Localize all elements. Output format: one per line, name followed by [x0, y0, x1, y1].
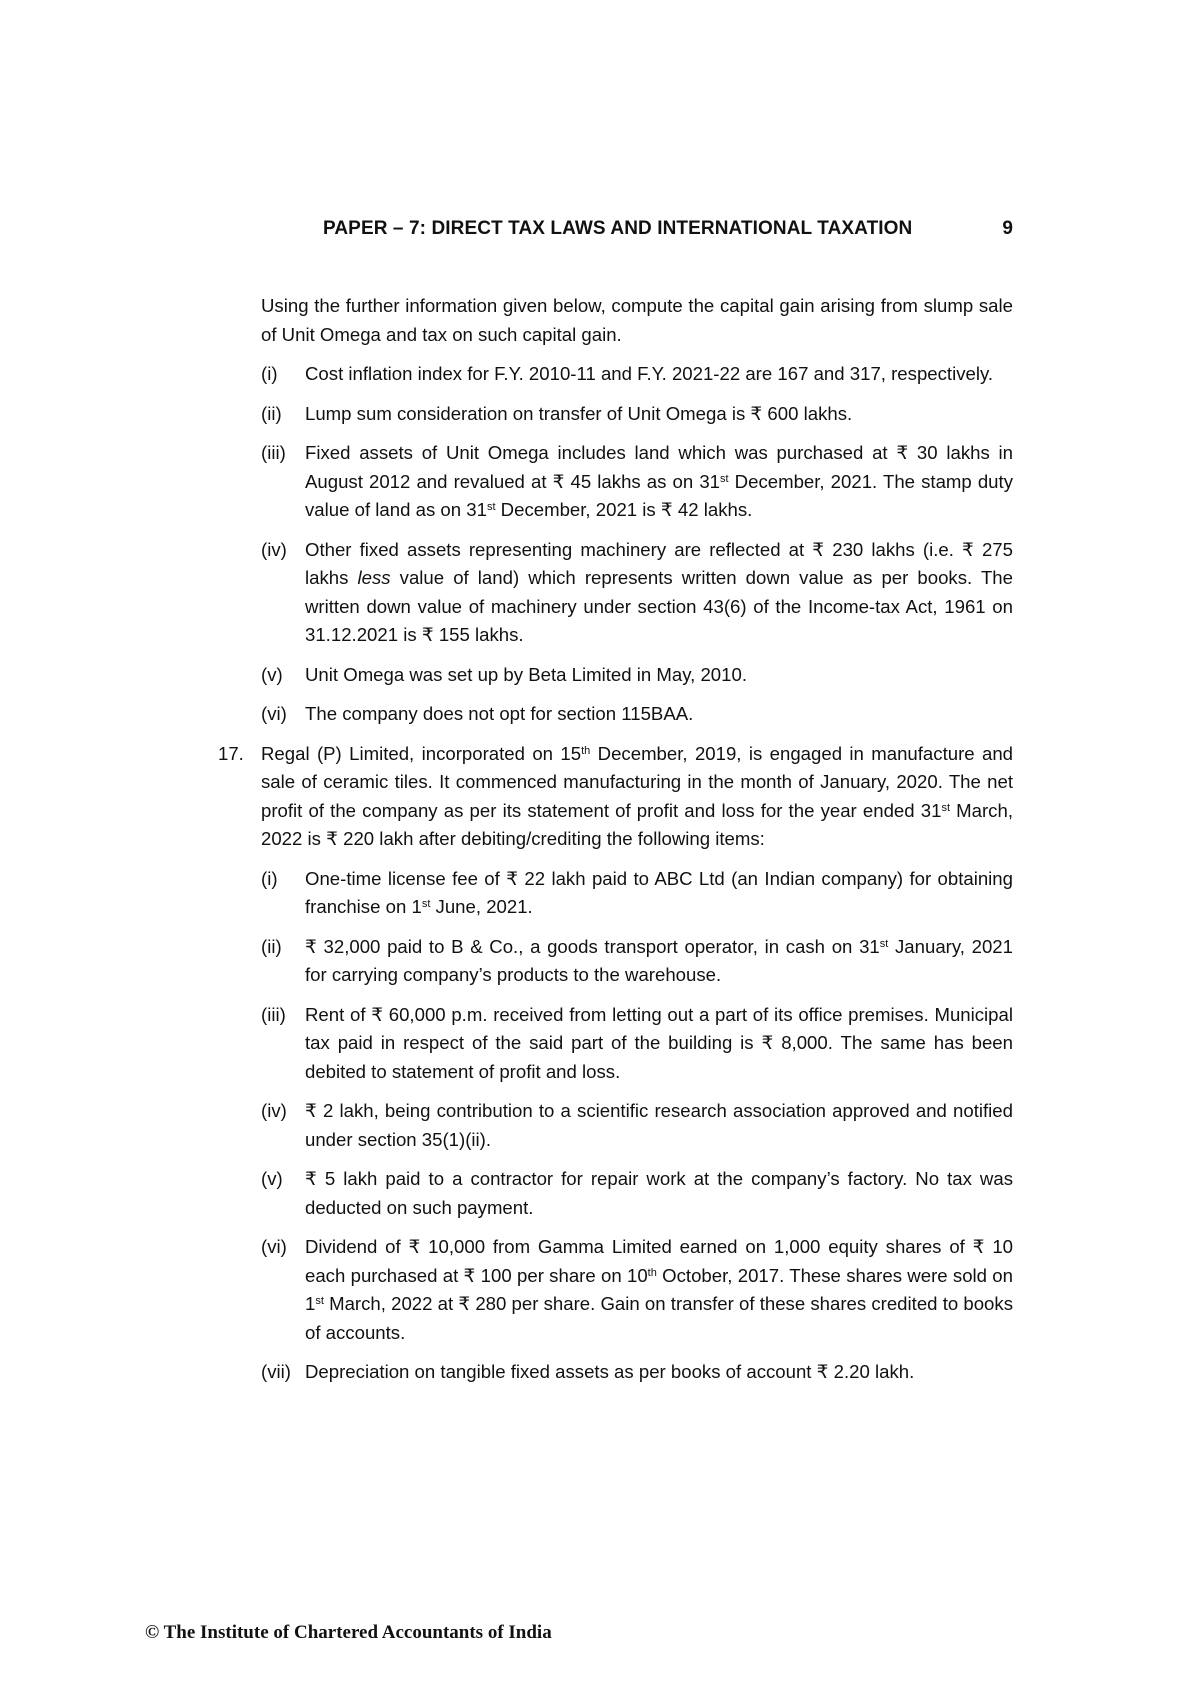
- list-item: [261, 360, 1013, 389]
- page-content: [218, 292, 1013, 1398]
- question-text: Regal (P) Limited, incorporated on 15th December, 2019, is engaged in manufacture and sale of ceramic tiles. It commenced manufacturing in the month of January, 2020. The net profit of the company as per its statement of profit and loss for the year ended 31st March, 2022 is ₹ 220 lakh after debiting/crediting the following items:: [261, 742, 1014, 849]
- item-text: ₹ 5 lakh paid to a contractor for repair work at the company’s factory. No tax was deducted on such payment.: [305, 1168, 1013, 1218]
- item-label: (vi): [261, 703, 287, 724]
- item-label: (v): [261, 663, 283, 685]
- item-text: ₹ 32,000 paid to B & Co., a goods transport operator, in cash on 31st January, 2021 for carrying company’s products to the warehouse.: [305, 935, 1013, 985]
- list-item: [261, 439, 1013, 525]
- item-label: (ii): [261, 402, 282, 424]
- list-item: [261, 933, 1013, 990]
- list-item: [261, 536, 1013, 650]
- item-text: The company does not opt for section 115BAA.: [305, 703, 694, 724]
- item-label: (ii): [261, 935, 282, 957]
- item-text: Lump sum consideration on transfer of Unit Omega is ₹ 600 lakhs.: [305, 402, 853, 424]
- item-text: Dividend of ₹ 10,000 from Gamma Limited earned on 1,000 equity shares of ₹ 10 each purchased at ₹ 100 per share on 10th October, 2017. These shares were sold on 1st March, 2022 at ₹ 280 per share. Gain on transfer of these shares credited to books of accounts.: [305, 1236, 1013, 1343]
- item-label: (iii): [261, 442, 286, 463]
- item-label: (i): [261, 363, 278, 384]
- item-label: (iv): [261, 1100, 287, 1121]
- item-text: Unit Omega was set up by Beta Limited in May, 2010.: [305, 663, 747, 685]
- item-text: Cost inflation index for F.Y. 2010-11 and F.Y. 2021-22 are 167 and 317, respectively.: [305, 363, 994, 384]
- item-text: Other fixed assets representing machinery are reflected at ₹ 230 lakhs (i.e. ₹ 275 lakhs less value of land) which represents written down value as per books. The written down value of machinery under section 43(6) of the Income-tax Act, 1961 on 31.12.2021 is ₹ 155 lakhs.: [305, 538, 1013, 645]
- question-17: [218, 740, 1013, 854]
- item-label: (vii): [261, 1361, 291, 1382]
- list-item: [261, 1097, 1013, 1154]
- item-text: Depreciation on tangible fixed assets as per books of account ₹ 2.20 lakh.: [305, 1361, 915, 1382]
- item-label: (i): [261, 867, 278, 889]
- item-text: ₹ 2 lakh, being contribution to a scientific research association approved and notified under section 35(1)(ii).: [305, 1100, 1013, 1150]
- intro-paragraph: Using the further information given below, compute the capital gain arising from slump sale of Unit Omega and tax on such capital gain.: [261, 295, 1013, 345]
- item-label: (vi): [261, 1236, 287, 1257]
- list-item: [261, 1001, 1013, 1087]
- page-header: [323, 218, 1013, 246]
- item-text: Fixed assets of Unit Omega includes land which was purchased at ₹ 30 lakhs in August 2012 and revalued at ₹ 45 lakhs as on 31st December, 2021. The stamp duty value of land as on 31st December, 2021 is ₹ 42 lakhs.: [305, 442, 1013, 520]
- list-item: [261, 1233, 1013, 1347]
- list-item: [261, 400, 1013, 429]
- item-label: (iv): [261, 538, 287, 560]
- list-item: [261, 1165, 1013, 1222]
- list-item: [261, 865, 1013, 922]
- list-item: [261, 661, 1013, 690]
- item-label: (iii): [261, 1003, 286, 1025]
- paper-title: PAPER – 7: DIRECT TAX LAWS AND INTERNATIONAL TAXATION: [323, 218, 913, 239]
- page-number: 9: [1002, 218, 1013, 239]
- list-item: [261, 700, 1013, 729]
- item-label: (v): [261, 1168, 283, 1189]
- question-number: 17.: [218, 742, 244, 764]
- item-text: Rent of ₹ 60,000 p.m. received from letting out a part of its office premises. Municipal tax paid in respect of the said part of the building is ₹ 8,000. The same has been debited to statement of profit and loss.: [305, 1003, 1013, 1082]
- item-text: One-time license fee of ₹ 22 lakh paid to ABC Ltd (an Indian company) for obtaining franchise on 1st June, 2021.: [305, 867, 1013, 917]
- page-footer: © The Institute of Chartered Accountants of India: [145, 1622, 552, 1643]
- list-item: [261, 1358, 1013, 1387]
